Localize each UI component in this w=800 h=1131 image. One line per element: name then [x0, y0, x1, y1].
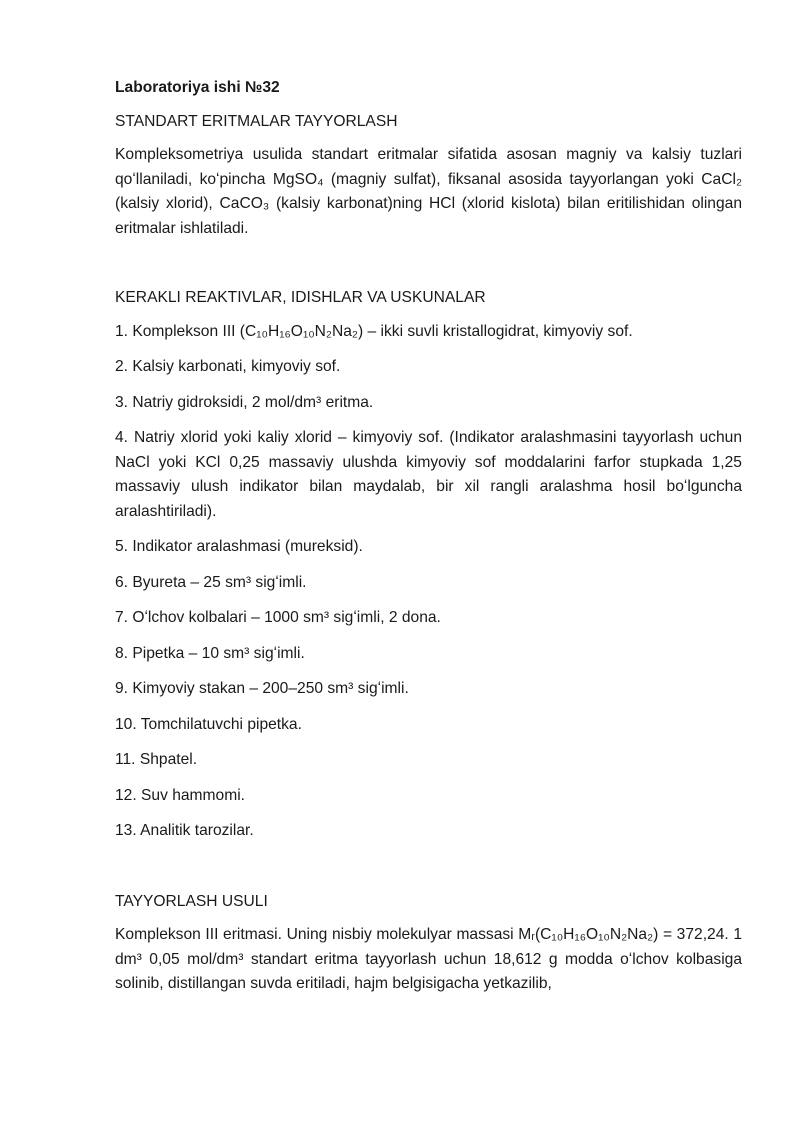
method-paragraph: Komplekson III eritmasi. Uning nisbiy molekulyar massasi Mᵣ(C₁₀H₁₆O₁₀N₂Na₂) = 372,24. 1 dm³ 0,05 mol/dm³ standart eritma tayyorlash uchun 18,612 g modda oʻlchov kolbasiga solinib, distillangan suvda eritiladi, hajm belgisigacha yetkazilib, — [115, 926, 742, 992]
list-item: 9. Kimyoviy stakan – 200–250 sm³ sigʻimli. — [115, 680, 409, 697]
intro-paragraph: Kompleksometriya usulida standart eritmalar sifatida asosan magniy va kalsiy tuzlari qoʻllaniladi, koʻpincha MgSO₄ (magniy sulfat), fiksanal asosida tayyorlangan yoki CaCl₂ (kalsiy xlorid), CaCO₃ (kalsiy karbonat)ning HCl (xlorid kislota) bilan eritilishidan olingan eritmalar ishlatiladi. — [115, 146, 742, 237]
section-heading-standart: STANDART ERITMALAR TAYYORLASH — [115, 112, 398, 130]
section-heading-reaktivlar: KERAKLI REAKTIVLAR, IDISHLAR VA USKUNALAR — [115, 289, 486, 306]
list-item: 2. Kalsiy karbonati, kimyoviy sof. — [115, 358, 341, 375]
document-page — [115, 76, 742, 1007]
list-item: 10. Tomchilatuvchi pipetka. — [115, 715, 302, 733]
list-item: 1. Komplekson III (C₁₀H₁₆O₁₀N₂Na₂) – ikki suvli kristallogidrat, kimyoviy sof. — [115, 322, 633, 340]
spacer — [115, 855, 742, 890]
list-item: 4. Natriy xlorid yoki kaliy xlorid – kimyoviy sof. (Indikator aralashmasini tayyorlash uchun NaCl yoki KCl 0,25 massaviy ulushda kimyoviy sof moddalarini farfor stupkada 1,25 massaviy ulush indikator bilan maydalab, bir xil rangli aralashma hosil boʻlguncha aralashtiriladi). — [115, 429, 742, 520]
list-item: 3. Natriy gidroksidi, 2 mol/dm³ eritma. — [115, 393, 374, 411]
spacer — [115, 251, 742, 286]
list-item: 6. Byureta – 25 sm³ sigʻimli. — [115, 573, 307, 591]
list-item: 12. Suv hammomi. — [115, 786, 245, 804]
document-title: Laboratoriya ishi №32 — [115, 79, 280, 96]
list-item: 13. Analitik tarozilar. — [115, 822, 254, 839]
list-item: 7. Oʻlchov kolbalari – 1000 sm³ sigʻimli, 2 dona. — [115, 609, 441, 626]
list-item: 5. Indikator aralashmasi (mureksid). — [115, 538, 363, 555]
section-heading-tayyorlash: TAYYORLASH USULI — [115, 892, 268, 910]
list-item: 8. Pipetka – 10 sm³ sigʻimli. — [115, 644, 305, 662]
list-item: 11. Shpatel. — [115, 751, 198, 768]
